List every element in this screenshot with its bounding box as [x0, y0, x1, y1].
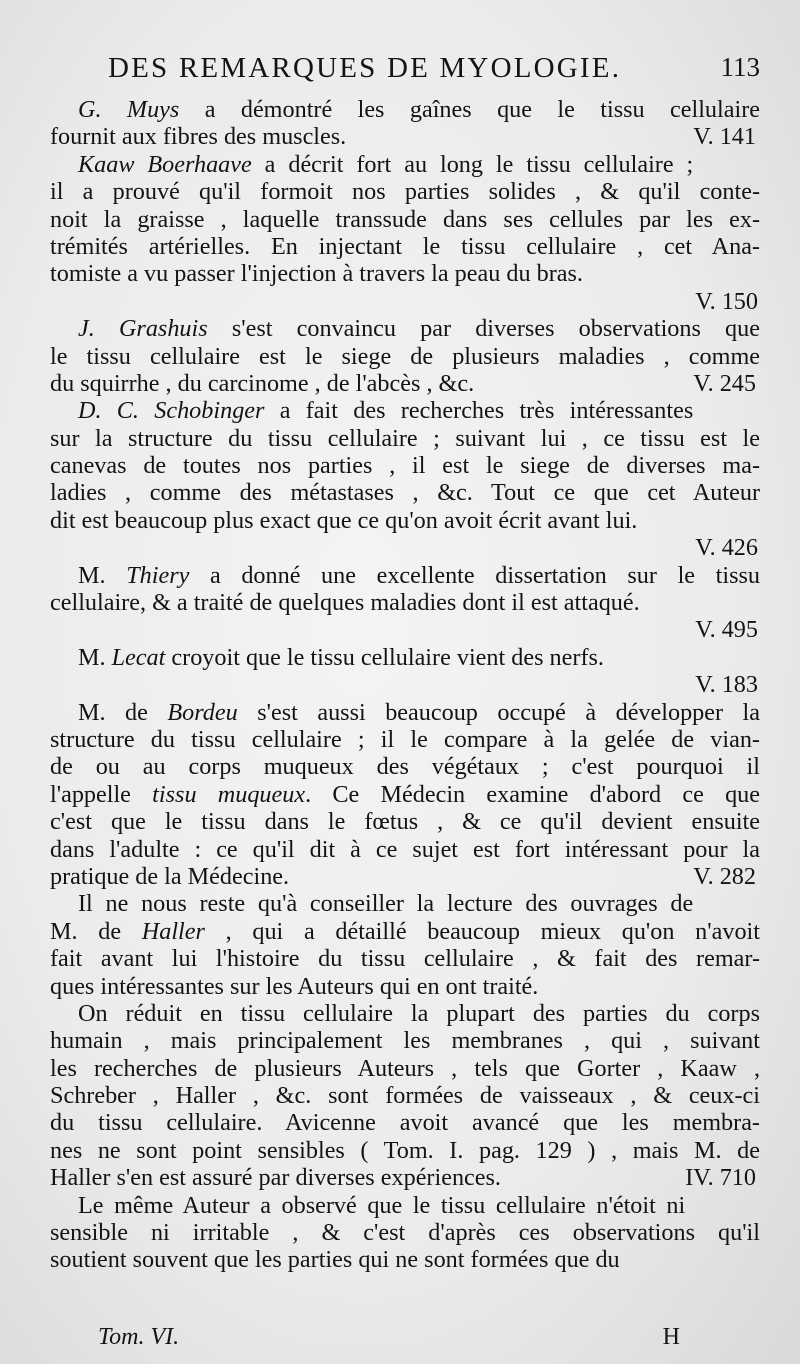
- text-line: noit la graisse , laquelle transsude dans ses cellules par les ex-: [50, 205, 760, 233]
- running-title: DES REMARQUES DE MYOLOGIE.: [108, 52, 622, 84]
- text-line: de ou au corps muqueux des végétaux ; c'est pourquoi il: [50, 753, 760, 781]
- page-header: [108, 52, 760, 92]
- text-line: pratique de la Médecine. V. 282: [50, 863, 760, 890]
- text-line: ques intéressantes sur les Auteurs qui en ont traité.: [50, 972, 539, 1000]
- text-line: Haller s'en est assuré par diverses expériences. IV. 710: [50, 1164, 760, 1191]
- text-line: D. C. Schobinger a fait des recherches très intéressantes: [78, 397, 694, 425]
- text-line: humain , mais principalement les membranes , qui , suivant: [50, 1027, 760, 1055]
- text-line: structure du tissu cellulaire ; il le compare à la gelée de vian-: [50, 725, 760, 753]
- text-line: du squirrhe , du carcinome , de l'abcès , &c. V. 245: [50, 370, 760, 397]
- text-line: J. Grashuis s'est convaincu par diverses observations que: [78, 315, 760, 343]
- text-line: fait avant lui l'histoire du tissu cellulaire , & fait des remar-: [50, 945, 760, 973]
- body-text: [50, 96, 760, 1274]
- text-line: tomiste a vu passer l'injection à travers la peau du bras.: [50, 260, 583, 288]
- text-line: sensible ni irritable , & c'est d'après ces observations qu'il: [50, 1219, 760, 1247]
- text-line: trémités artérielles. En injectant le tissu cellulaire , cet Ana-: [50, 232, 760, 260]
- volume-reference: V. 141: [693, 123, 756, 151]
- text-line: cellulaire, & a traité de quelques maladies dont il est attaqué.: [50, 589, 640, 617]
- volume-reference: V. 426: [695, 534, 758, 562]
- text-line: l'appelle tissu muqueux. Ce Médecin examine d'abord ce que: [50, 780, 760, 808]
- text-line: les recherches de plusieurs Auteurs , tels que Gorter , Kaaw ,: [50, 1054, 760, 1082]
- volume-reference: V. 150: [695, 287, 758, 315]
- text-line: du tissu cellulaire. Avicenne avoit avancé que les membra-: [50, 1109, 760, 1137]
- text-line: M. Thiery a donné une excellente dissertation sur le tissu: [78, 561, 760, 589]
- text-line: G. Muys a démontré les gaînes que le tissu cellulaire: [78, 96, 760, 123]
- text-line: dans l'adulte : ce qu'il dit à ce sujet est fort intéressant pour la: [50, 835, 760, 863]
- text-line: sur la structure du tissu cellulaire ; suivant lui , ce tissu est le: [50, 424, 760, 452]
- text-line: il a prouvé qu'il formoit nos parties solides , & qu'il conte-: [50, 178, 760, 206]
- page-number: 113: [720, 52, 760, 82]
- text-line: M. de Bordeu s'est aussi beaucoup occupé à développer la: [78, 698, 760, 726]
- paragraph: [50, 890, 760, 1000]
- volume-reference: V. 495: [695, 616, 758, 644]
- volume-mark: Tom. VI.: [98, 1324, 180, 1350]
- paragraph: [50, 562, 760, 644]
- volume-reference: V. 183: [695, 671, 758, 699]
- text-line: On réduit en tissu cellulaire la plupart des parties du corps: [78, 999, 760, 1027]
- signature-mark: H: [662, 1324, 680, 1350]
- paragraph: [50, 151, 760, 315]
- text-line: soutient souvent que les parties qui ne sont formées que du: [50, 1246, 620, 1274]
- text-line: ladies , comme des métastases , &c. Tout ce que cet Auteur: [50, 479, 760, 507]
- page-footer: [90, 1324, 680, 1358]
- paragraph: [50, 315, 760, 397]
- text-line: fournit aux fibres des muscles. V. 141: [50, 123, 760, 150]
- text-line: dit est beaucoup plus exact que ce qu'on avoit écrit avant lui.: [50, 506, 638, 534]
- text-line: nes ne sont point sensibles ( Tom. I. pag. 129 ) , mais M. de: [50, 1136, 760, 1164]
- text-line: Il ne nous reste qu'à conseiller la lecture des ouvrages de: [78, 890, 694, 918]
- volume-reference: V. 245: [693, 369, 756, 397]
- text-line: Schreber , Haller , &c. sont formées de vaisseaux , & ceux-ci: [50, 1082, 760, 1110]
- paragraph: [50, 397, 760, 561]
- text-line: canevas de toutes nos parties , il est le siege de diverses ma-: [50, 452, 760, 480]
- paragraph: [50, 699, 760, 891]
- text-line: le tissu cellulaire est le siege de plusieurs maladies , comme: [50, 342, 760, 370]
- text-line: Kaaw Boerhaave a décrit fort au long le tissu cellulaire ;: [78, 150, 694, 178]
- paragraph: [50, 1000, 760, 1192]
- paragraph: [50, 644, 760, 699]
- text-line: Le même Auteur a observé que le tissu cellulaire n'étoit ni: [78, 1191, 686, 1219]
- text-line: c'est que le tissu dans le fœtus , & ce qu'il devient ensuite: [50, 808, 760, 836]
- paragraph: [50, 1192, 760, 1274]
- text-line: M. de Haller , qui a détaillé beaucoup mieux qu'on n'avoit: [50, 917, 760, 945]
- volume-reference: V. 282: [693, 862, 756, 890]
- volume-reference: IV. 710: [685, 1164, 756, 1192]
- text-line: M. Lecat croyoit que le tissu cellulaire vient des nerfs.: [78, 643, 604, 671]
- paragraph: [50, 96, 760, 151]
